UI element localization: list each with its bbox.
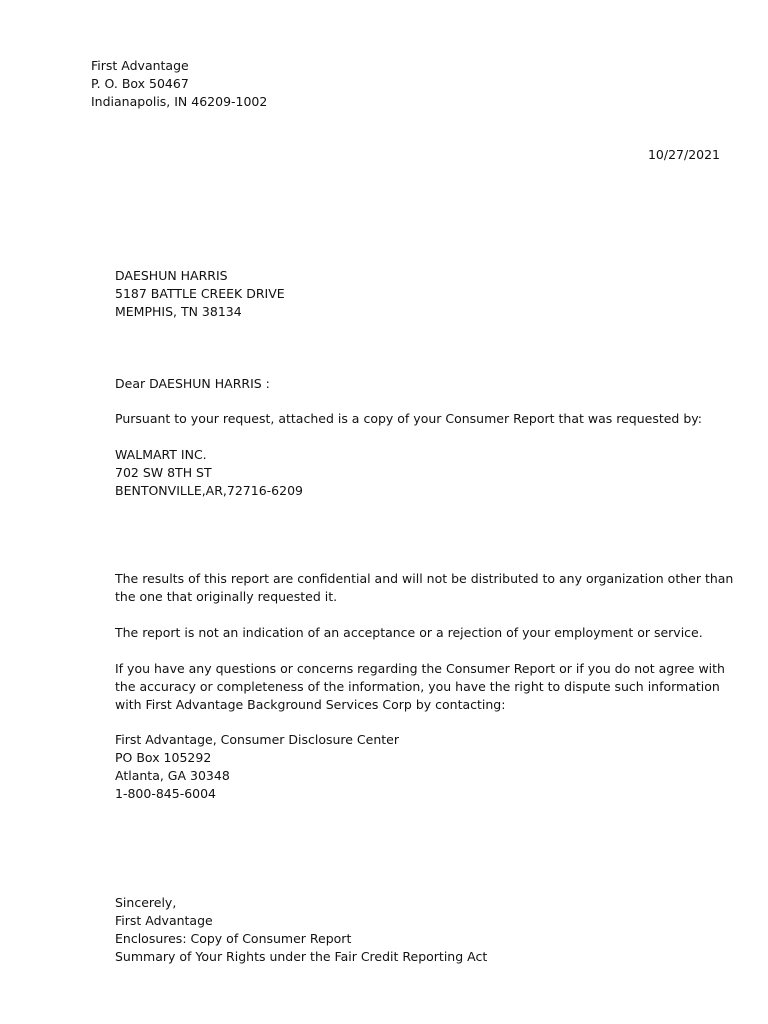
questions-line: If you have any questions or concerns regarding the Consumer Report or if you do not agree with: [115, 661, 725, 676]
recipient-address-line1: 5187 BATTLE CREEK DRIVE: [115, 286, 285, 301]
sender-name: First Advantage: [91, 58, 189, 73]
questions-paragraph: [115, 660, 725, 714]
disclosure-center-phone: 1-800-845-6004: [115, 786, 217, 801]
recipient-name: DAESHUN HARRIS: [115, 268, 228, 283]
questions-line: the accuracy or completeness of the information, you have the right to dispute such information: [115, 679, 720, 694]
disclosure-center-block: [115, 731, 399, 803]
disclosure-center-name: First Advantage, Consumer Disclosure Center: [115, 732, 400, 747]
confidentiality-line: the one that originally requested it.: [115, 589, 338, 604]
requester-address-line2: BENTONVILLE,AR,72716-6209: [115, 483, 303, 498]
recipient-address-line2: MEMPHIS, TN 38134: [115, 304, 242, 319]
intro-paragraph: Pursuant to your request, attached is a copy of your Consumer Report that was requested by:: [115, 411, 702, 426]
recipient-address-block: [115, 267, 285, 321]
disclosure-center-address-line1: PO Box 105292: [115, 750, 212, 765]
sender-address-line2: Indianapolis, IN 46209-1002: [91, 94, 268, 109]
requester-address-line1: 702 SW 8TH ST: [115, 465, 212, 480]
sender-address-line1: P. O. Box 50467: [91, 76, 189, 91]
sign-off: Sincerely,: [115, 895, 177, 910]
sender-address-block: [91, 57, 267, 111]
requester-name: WALMART INC.: [115, 447, 207, 462]
enclosures-line: Enclosures: Copy of Consumer Report: [115, 931, 352, 946]
letter-date: 10/27/2021: [647, 147, 720, 162]
questions-line: with First Advantage Background Services Corp by contacting:: [115, 697, 506, 712]
not-indication-paragraph: The report is not an indication of an acceptance or a rejection of your employment or service.: [115, 625, 703, 640]
fcra-summary-line: Summary of Your Rights under the Fair Credit Reporting Act: [115, 949, 488, 964]
salutation: Dear DAESHUN HARRIS :: [115, 376, 270, 391]
confidentiality-line: The results of this report are confidential and will not be distributed to any organization other than: [115, 571, 734, 586]
disclosure-center-address-line2: Atlanta, GA 30348: [115, 768, 230, 783]
closing-block: [115, 894, 487, 966]
confidentiality-paragraph: [115, 570, 733, 606]
requester-address-block: [115, 446, 303, 500]
signer-name: First Advantage: [115, 913, 213, 928]
